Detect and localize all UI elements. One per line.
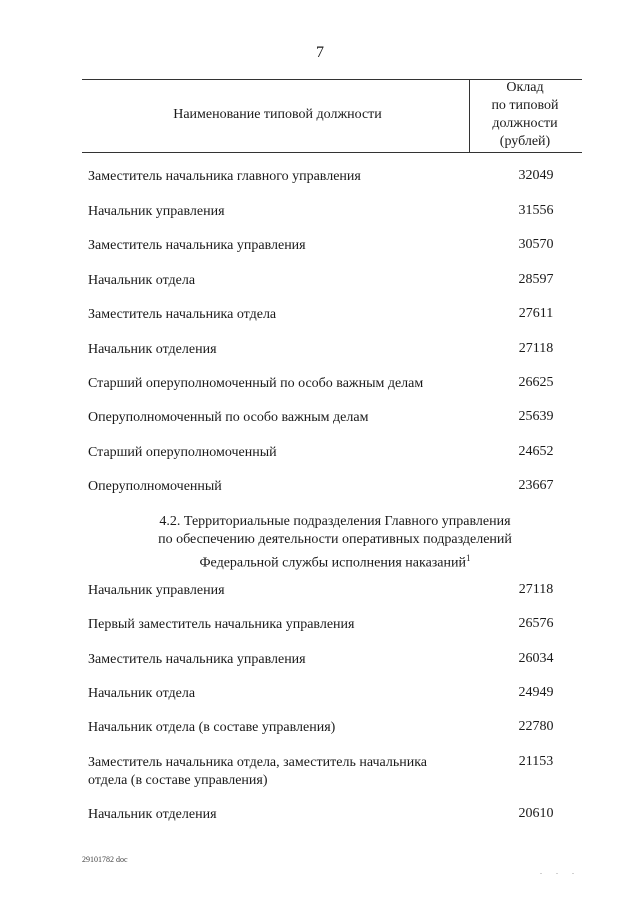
section-heading-line: по обеспечению деятельности оперативных подразделений [158, 532, 512, 547]
document-id: 29101782 doc [82, 855, 128, 864]
position-name: Начальник отделения [88, 342, 217, 357]
section-heading-line: 4.2. Территориальные подразделения Главного управления [159, 514, 511, 529]
salary-value: 21153 [518, 754, 554, 769]
header-salary-line: Оклад [506, 80, 544, 95]
position-name: Заместитель начальника управления [88, 652, 306, 667]
salary-value: 25639 [518, 409, 554, 424]
salary-value: 31556 [518, 203, 554, 218]
position-name: Оперуполномоченный [88, 479, 222, 494]
position-name: Старший оперуполномоченный [88, 445, 277, 460]
header-position-name: Наименование типовой должности [173, 107, 382, 122]
salary-value: 27118 [518, 582, 554, 597]
position-name-line: Заместитель начальника отдела, заместитель начальника [88, 755, 428, 770]
footnote-mark: 1 [466, 553, 471, 563]
position-name: Заместитель начальника главного управления [88, 169, 361, 184]
header-salary [470, 79, 580, 151]
position-name: Начальник управления [88, 204, 225, 219]
position-name: Начальник управления [88, 583, 225, 598]
position-name [88, 754, 488, 790]
position-name: Оперуполномоченный по особо важным делам [88, 410, 369, 425]
section-heading-line [110, 549, 560, 573]
table-header-rule [82, 152, 582, 153]
header-salary-line: должности [492, 116, 558, 131]
salary-value: 26625 [518, 375, 554, 390]
salary-value: 26034 [518, 651, 554, 666]
section-heading-text: Федеральной службы исполнения наказаний [199, 555, 466, 571]
position-name-line: отдела (в составе управления) [88, 773, 268, 788]
position-name: Заместитель начальника управления [88, 238, 306, 253]
section-heading [110, 513, 560, 573]
scan-marks: . . . [540, 867, 580, 876]
position-name: Начальник отдела [88, 273, 196, 288]
header-salary-line: (рублей) [499, 134, 551, 149]
salary-value: 32049 [518, 168, 554, 183]
page-number: 7 [316, 44, 324, 61]
position-name: Начальник отдела (в составе управления) [88, 720, 336, 735]
salary-value: 27118 [518, 341, 554, 356]
salary-value: 28597 [518, 272, 554, 287]
salary-value: 22780 [518, 719, 554, 734]
salary-value: 26576 [518, 616, 554, 631]
salary-value: 24949 [518, 685, 554, 700]
salary-value: 27611 [518, 306, 554, 321]
position-name: Начальник отдела [88, 686, 196, 701]
position-name: Старший оперуполномоченный по особо важным делам [88, 376, 424, 391]
header-salary-line: по типовой [491, 98, 559, 113]
salary-value: 30570 [518, 237, 554, 252]
position-name: Начальник отделения [88, 807, 217, 822]
position-name: Первый заместитель начальника управления [88, 617, 355, 632]
salary-value: 20610 [518, 806, 554, 821]
salary-value: 24652 [518, 444, 554, 459]
salary-value: 23667 [518, 478, 554, 493]
position-name: Заместитель начальника отдела [88, 307, 277, 322]
